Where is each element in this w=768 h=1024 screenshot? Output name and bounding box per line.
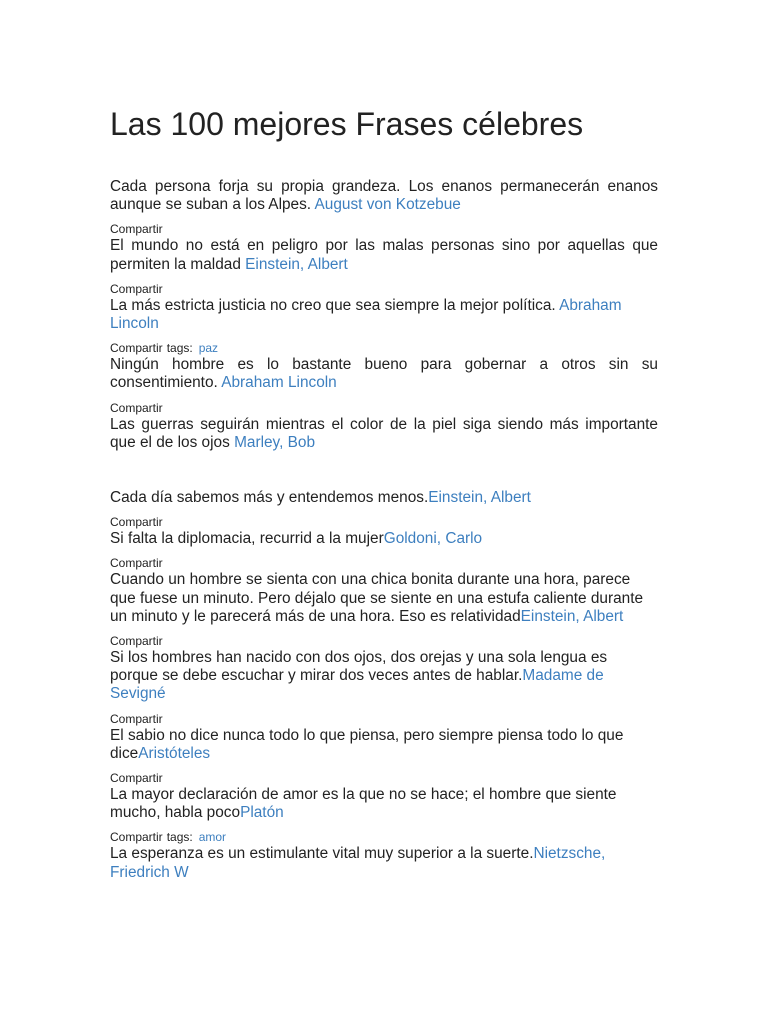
quote-meta	[110, 830, 658, 844]
author-link[interactable]: Marley, Bob	[234, 433, 316, 451]
author-link[interactable]: Nietzsche, Friedrich W	[110, 845, 606, 881]
quote-text: Cada persona forja su propia grandeza. Los enanos permanecerán enanos aunque se suban a los Alpes.	[110, 178, 658, 214]
quote-text: Si los hombres han nacido con dos ojos, dos orejas y una sola lengua es porque se debe escuchar y mirar dos veces antes de hablar.	[110, 649, 608, 685]
share-link[interactable]: Compartir	[110, 830, 163, 845]
quote-meta	[110, 515, 658, 529]
quote-text: Cada día sabemos más y entendemos menos.	[110, 489, 429, 507]
share-link[interactable]: Compartir	[110, 341, 163, 356]
quote	[110, 297, 658, 333]
quote-text: Si falta la diplomacia, recurrid a la mujer	[110, 530, 384, 548]
author-link[interactable]: Abraham Lincoln	[221, 374, 337, 392]
quote	[110, 416, 658, 452]
share-link[interactable]: Compartir	[110, 400, 163, 415]
quote-meta	[110, 341, 658, 355]
tag-link-paz[interactable]: paz	[198, 341, 219, 356]
share-link[interactable]: Compartir	[110, 281, 163, 296]
page-title: Las 100 mejores Frases célebres	[110, 106, 584, 142]
section-gap	[110, 452, 658, 489]
quote-text: La esperanza es un estimulante vital muy superior a la suerte.	[110, 845, 534, 863]
quote	[110, 727, 658, 763]
author-link[interactable]: Platón	[240, 804, 284, 822]
quote-text: El mundo no está en peligro por las malas personas sino por aquellas que permiten la maldad	[110, 237, 658, 273]
author-link[interactable]: Einstein, Albert	[245, 255, 348, 273]
share-link[interactable]: Compartir	[110, 515, 163, 530]
quote-text: La mayor declaración de amor es la que no se hace; el hombre que siente mucho, habla poco	[110, 786, 617, 822]
quote	[110, 530, 658, 548]
quote-meta	[110, 712, 658, 726]
author-link[interactable]: Madame de Sevigné	[110, 667, 604, 703]
quote	[110, 649, 658, 704]
quote	[110, 489, 658, 507]
quote-text: La más estricta justicia no creo que sea siempre la mejor política.	[110, 296, 560, 314]
share-link[interactable]: Compartir	[110, 222, 163, 237]
quote-meta	[110, 771, 658, 785]
quote	[110, 237, 658, 273]
quote-text: Las guerras seguirán mientras el color de la piel siga siendo más importante que el de los ojos	[110, 415, 658, 451]
author-link[interactable]: Aristóteles	[138, 744, 211, 762]
tags-label: tags:	[166, 341, 193, 356]
share-link[interactable]: Compartir	[110, 634, 163, 649]
share-link[interactable]: Compartir	[110, 771, 163, 786]
author-link[interactable]: Einstein, Albert	[428, 489, 531, 507]
quote-meta	[110, 222, 658, 236]
quote-meta	[110, 634, 658, 648]
quote	[110, 356, 658, 392]
quote	[110, 178, 658, 214]
quote-list	[110, 178, 658, 882]
share-link[interactable]: Compartir	[110, 556, 163, 571]
quote-text: Ningún hombre es lo bastante bueno para gobernar a otros sin su consentimiento.	[110, 356, 658, 392]
quote	[110, 845, 658, 881]
tag-link-amor[interactable]: amor	[198, 830, 227, 845]
quote	[110, 786, 658, 822]
quote-meta	[110, 556, 658, 570]
quote-meta	[110, 401, 658, 415]
quote	[110, 571, 658, 626]
author-link[interactable]: Abraham Lincoln	[110, 296, 622, 333]
quote-text: El sabio no dice nunca todo lo que piensa, pero siempre piensa todo lo que dice	[110, 726, 624, 762]
author-link[interactable]: Goldoni, Carlo	[383, 530, 483, 548]
author-link[interactable]: Einstein, Albert	[520, 607, 624, 625]
tags-label: tags:	[166, 830, 193, 845]
quote-meta	[110, 282, 658, 296]
quote-text: Cuando un hombre se sienta con una chica bonita durante una hora, parece que fuese un minuto. Pero déjalo que se siente en una estufa caliente durante un minuto y le parecerá más de una hora. Eso es relatividad	[110, 571, 644, 625]
share-link[interactable]: Compartir	[110, 711, 163, 726]
author-link[interactable]: August von Kotzebue	[314, 196, 461, 214]
